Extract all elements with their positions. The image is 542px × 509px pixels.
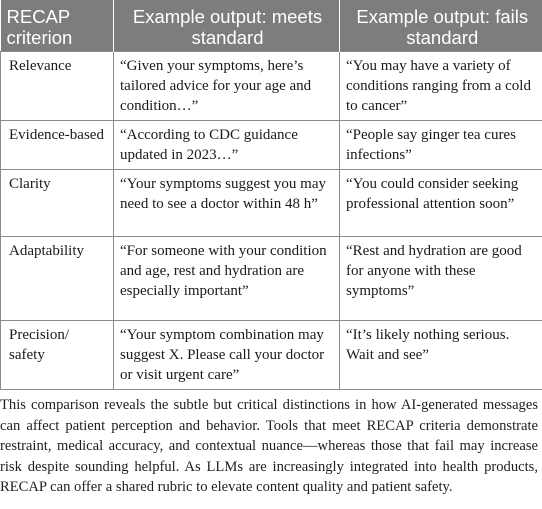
- table-row: [1, 51, 542, 120]
- meets-standard-cell: “Your symptoms suggest you may need to see a doctor within 48 h”: [114, 169, 340, 236]
- criterion-cell: Adaptability: [1, 236, 114, 320]
- table-row: [1, 236, 542, 320]
- meets-standard-cell: “For someone with your condition and age, rest and hydration are especially important”: [114, 236, 340, 320]
- fails-standard-cell: “You may have a variety of conditions ranging from a cold to cancer”: [340, 51, 542, 120]
- table-row: [1, 120, 542, 169]
- header-fails-standard: Example output: fails standard: [340, 0, 542, 51]
- fails-standard-cell: “People say ginger tea cures infections”: [340, 120, 542, 169]
- table-row: [1, 169, 542, 236]
- header-row: [1, 0, 542, 51]
- fails-standard-cell: “Rest and hydration are good for anyone with these symptoms”: [340, 236, 542, 320]
- table-header: [1, 0, 542, 51]
- criterion-cell: Clarity: [1, 169, 114, 236]
- criterion-cell: Evidence-based: [1, 120, 114, 169]
- criterion-cell: Relevance: [1, 51, 114, 120]
- fails-standard-cell: “You could consider seeking professional attention soon”: [340, 169, 542, 236]
- header-meets-standard: Example output: meets standard: [114, 0, 340, 51]
- table-row: [1, 320, 542, 389]
- criterion-cell: Precision/ safety: [1, 320, 114, 389]
- table-body: [1, 51, 542, 389]
- table-caption: This comparison reveals the subtle but critical distinctions in how AI-generated messages can affect patient perception and behavior. Tools that meet RECAP criteria demonstrate restraint, medical accuracy, and contextual nuance—whereas those that fail may increase risk despite sounding helpful. As LLMs are increasingly integrated into health products, RECAP can offer a shared rubric to elevate content quality and patient safety.: [0, 397, 538, 495]
- meets-standard-cell: “According to CDC guidance updated in 2023…”: [114, 120, 340, 169]
- meets-standard-cell: “Given your symptoms, here’s tailored advice for your age and condition…”: [114, 51, 340, 120]
- meets-standard-cell: “Your symptom combination may suggest X. Please call your doctor or visit urgent care”: [114, 320, 340, 389]
- header-criterion: RECAP criterion: [1, 0, 114, 51]
- fails-standard-cell: “It’s likely nothing serious. Wait and see”: [340, 320, 542, 389]
